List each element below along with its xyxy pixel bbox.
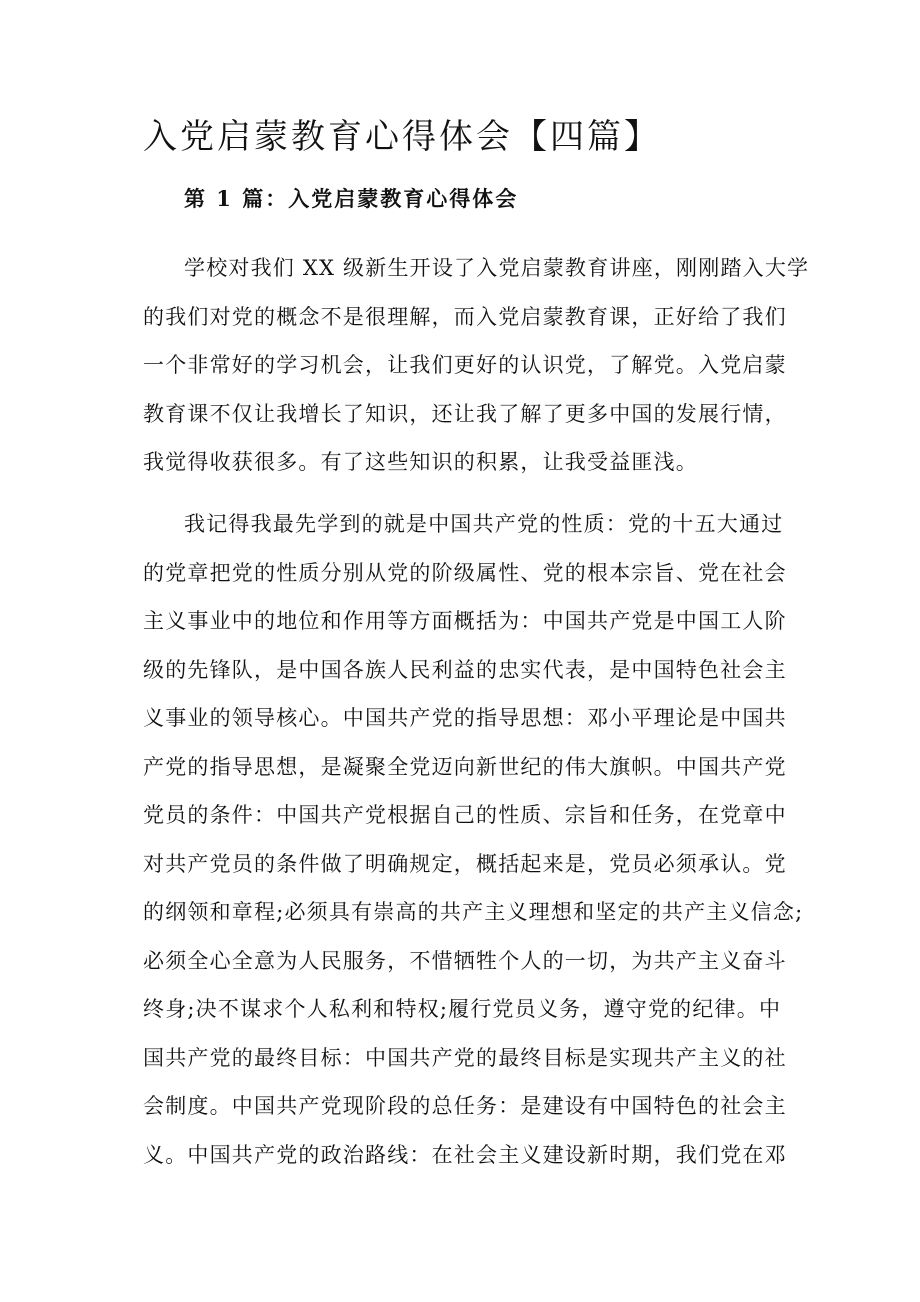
paragraph-line: 对共产党员的条件做了明确规定，概括起来是，党员必须承认。党 xyxy=(143,851,787,876)
document-title: 入党启蒙教育心得体会【四篇】 xyxy=(143,117,661,157)
paragraph-line: 主义事业中的地位和作用等方面概括为：中国共产党是中国工人阶 xyxy=(143,609,787,633)
paragraph-line: 我觉得收获很多。有了这些知识的积累，让我受益匪浅。 xyxy=(143,450,698,474)
paragraph-line: 必须全心全意为人民服务，不惜牺牲个人的一切，为共产主义奋斗 xyxy=(143,948,787,973)
paragraph-2 xyxy=(143,500,804,1179)
section-heading: 第 1 篇：入党启蒙教育心得体会 xyxy=(184,186,519,211)
paragraph-line: 一个非常好的学习机会，让我们更好的认识党，了解党。入党启蒙 xyxy=(143,353,787,377)
paragraph-line: 产党的指导思想，是凝聚全党迈向新世纪的伟大旗帜。中国共产党 xyxy=(143,754,787,779)
paragraph-line: 级的先锋队，是中国各族人民利益的忠实代表，是中国特色社会主 xyxy=(143,657,787,682)
paragraph-line: 的我们对党的概念不是很理解，而入党启蒙教育课，正好给了我们 xyxy=(143,304,787,329)
paragraph-line: 会制度。中国共产党现阶段的总任务：是建设有中国特色的社会主 xyxy=(143,1094,787,1118)
paragraph-line: 义。中国共产党的政治路线：在社会主义建设新时期，我们党在邓 xyxy=(143,1142,787,1167)
paragraph-line: 的纲领和章程;必须具有崇高的共产主义理想和坚定的共产主义信念; xyxy=(143,900,804,924)
paragraph-line: 我记得我最先学到的就是中国共产党的性质：党的十五大通过 xyxy=(184,512,784,536)
paragraph-1 xyxy=(143,244,810,487)
paragraph-line: 党员的条件：中国共产党根据自己的性质、宗旨和任务，在党章中 xyxy=(143,803,787,827)
paragraph-line: 国共产党的最终目标：中国共产党的最终目标是实现共产主义的社 xyxy=(143,1045,787,1070)
paragraph-line: 终身;决不谋求个人私利和特权;履行党员义务，遵守党的纪律。中 xyxy=(143,997,782,1021)
paragraph-line: 义事业的领导核心。中国共产党的指导思想：邓小平理论是中国共 xyxy=(143,706,787,730)
paragraph-line: 的党章把党的性质分别从党的阶级属性、党的根本宗旨、党在社会 xyxy=(143,560,787,585)
paragraph-line: 学校对我们 XX 级新生开设了入党启蒙教育讲座，刚刚踏入大学 xyxy=(184,256,810,280)
paragraph-line: 教育课不仅让我增长了知识，还让我了解了更多中国的发展行情， xyxy=(143,401,787,426)
